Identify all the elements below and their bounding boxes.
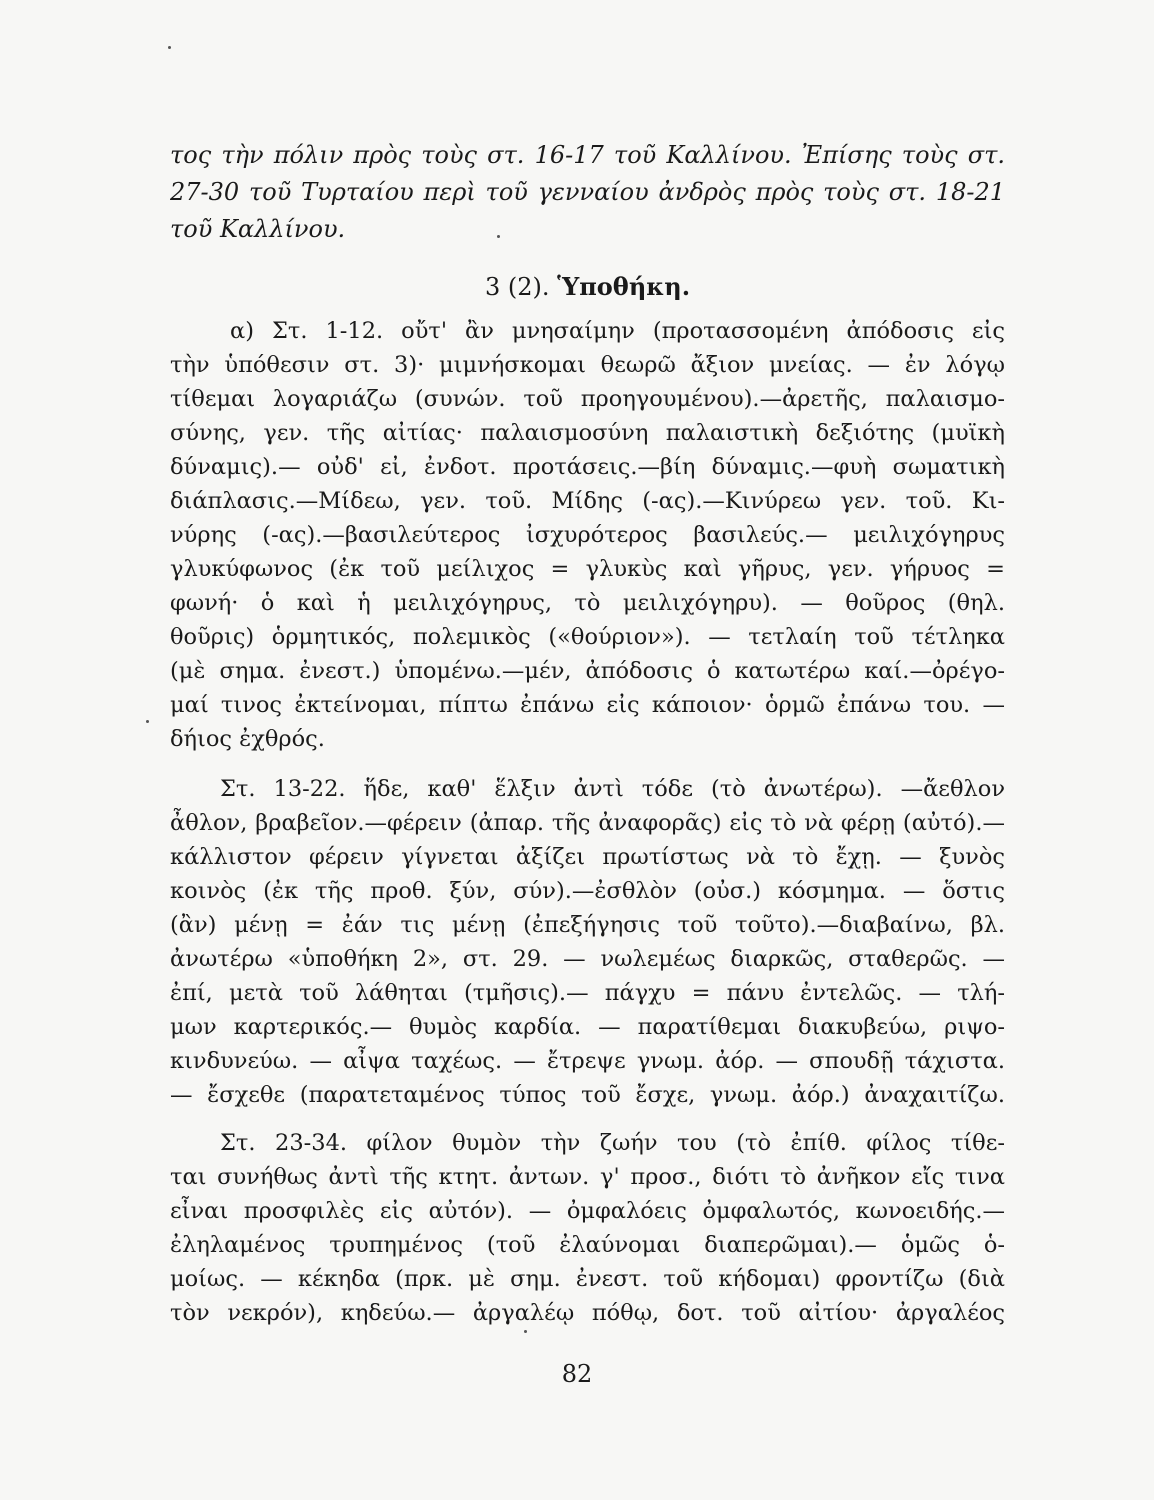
body-line: ἐπί, μετὰ τοῦ λάθηται (τμῆσις).— πάγχυ = πάνυ ἐντελῶς. — τλή-	[170, 980, 1005, 1006]
body-line: α) Στ. 1-12. οὔτ' ἂν μνησαίμην (προτασσομένη ἀπόδοσις εἰς	[230, 318, 1005, 344]
scan-speck	[497, 235, 500, 238]
body-line: δήιος ἐχθρός.	[170, 726, 325, 752]
body-line: εἶναι προσφιλὲς εἰς αὐτόν). — ὀμφαλόεις ὀμφαλωτός, κωνοειδής.—	[170, 1198, 1005, 1224]
body-line: τὴν ὑπόθεσιν στ. 3)· μιμνήσκομαι θεωρῶ ἄξιον μνείας. — ἐν λόγῳ	[170, 352, 1005, 378]
body-line: γλυκύφωνος (ἐκ τοῦ μείλιχος = γλυκὺς καὶ γῆρυς, γεν. γήρυος =	[170, 556, 1005, 582]
body-line: Στ. 23-34. φίλον θυμὸν τὴν ζωήν του (τὸ ἐπίθ. φίλος τίθε-	[220, 1130, 1005, 1156]
body-line: ἀνωτέρω «ὑποθήκη 2», στ. 29. — νωλεμέως διαρκῶς, σταθερῶς. —	[170, 946, 1005, 972]
body-line: θοῦρις) ὁρμητικός, πολεμικὸς («θούριον»). — τετλαίη τοῦ τέτληκα	[170, 624, 1005, 650]
intro-line: τος τὴν πόλιν πρὸς τοὺς στ. 16-17 τοῦ Καλλίνου. Ἐπίσης τοὺς στ.	[170, 141, 1005, 169]
heading-number: 3 (2).	[484, 273, 550, 301]
body-line: διάπλασις.—Μίδεω, γεν. τοῦ. Μίδης (-ας).—Κινύρεω γεν. τοῦ. Κι-	[170, 488, 1005, 514]
scan-speck	[524, 1330, 527, 1333]
body-line: κάλλιστον φέρειν γίγνεται ἀξίζει πρωτίστως νὰ τὸ ἔχῃ. — ξυνὸς	[170, 844, 1005, 870]
heading	[170, 272, 1005, 302]
body-line: (ἂν) μένῃ = ἐάν τις μένῃ (ἐπεξήγησις τοῦ τοῦτο).—διαβαίνω, βλ.	[170, 912, 1005, 938]
body-line: νύρης (-ας).—βασιλεύτερος ἰσχυρότερος βασιλεύς.— μειλιχόγηρυς	[170, 522, 1005, 548]
body-line: δύναμις).— οὐδ' εἰ, ἐνδοτ. προτάσεις.—βίη δύναμις.—φυὴ σωματικὴ	[170, 454, 1005, 480]
body-line: σύνης, γεν. τῆς αἰτίας· παλαισμοσύνη παλαιστικὴ δεξιότης (μυϊκὴ	[170, 420, 1005, 446]
body-line: (μὲ σημα. ἐνεστ.) ὑπομένω.—μέν, ἀπόδοσις ὁ κατωτέρω καί.—ὀρέγο-	[170, 658, 1005, 684]
heading-title: Ὑποθήκη.	[557, 272, 691, 301]
body-line: φωνή· ὁ καὶ ἡ μειλιχόγηρυς, τὸ μειλιχόγηρυ). — θοῦρος (θηλ.	[170, 590, 1005, 616]
scan-speck	[168, 46, 171, 49]
body-line: ἐληλαμένος τρυπημένος (τοῦ ἐλαύνομαι διαπερῶμαι).— ὁμῶς ὁ-	[170, 1232, 1005, 1258]
scan-speck	[146, 720, 149, 723]
page-number: 82	[561, 1360, 593, 1388]
body-line: τὸν νεκρόν), κηδεύω.— ἀργαλέῳ πόθῳ, δοτ. τοῦ αἰτίου· ἀργαλέος	[170, 1300, 1005, 1326]
body-line: ἆθλον, βραβεῖον.—φέρειν (ἀπαρ. τῆς ἀναφορᾶς) εἰς τὸ νὰ φέρῃ (αὐτό).—	[170, 810, 1005, 836]
body-line: ται συνήθως ἀντὶ τῆς κτητ. ἀντων. γ' προσ., διότι τὸ ἀνῆκον εἴς τινα	[170, 1164, 1005, 1190]
body-line: μων καρτερικός.— θυμὸς καρδία. — παρατίθεμαι διακυβεύω, ριψο-	[170, 1014, 1005, 1040]
body-line: κοινὸς (ἐκ τῆς προθ. ξύν, σύν).—ἐσθλὸν (οὐσ.) κόσμημα. — ὅστις	[170, 878, 1005, 904]
body-line: τίθεμαι λογαριάζω (συνών. τοῦ προηγουμένου).—ἀρετῆς, παλαισμο-	[170, 386, 1005, 412]
body-line: — ἔσχεθε (παρατεταμένος τύπος τοῦ ἔσχε, γνωμ. ἀόρ.) ἀναχαιτίζω.	[170, 1082, 1005, 1108]
body-line: μοίως. — κέκηδα (πρκ. μὲ σημ. ἐνεστ. τοῦ κήδομαι) φροντίζω (διὰ	[170, 1266, 1005, 1292]
body-line: κινδυνεύω. — αἶψα ταχέως. — ἔτρεψε γνωμ. ἀόρ. — σπουδῇ τάχιστα.	[170, 1048, 1005, 1074]
body-line: μαί τινος ἐκτείνομαι, πίπτω ἐπάνω εἰς κάποιον· ὁρμῶ ἐπάνω του. —	[170, 692, 1005, 718]
intro-line: 27-30 τοῦ Τυρταίου περὶ τοῦ γενναίου ἀνδρὸς πρὸς τοὺς στ. 18-21	[170, 178, 1005, 206]
intro-line: τοῦ Καλλίνου.	[170, 215, 346, 243]
body-line: Στ. 13-22. ἥδε, καθ' ἕλξιν ἀντὶ τόδε (τὸ ἀνωτέρω). —ἄεθλον	[220, 776, 1005, 802]
